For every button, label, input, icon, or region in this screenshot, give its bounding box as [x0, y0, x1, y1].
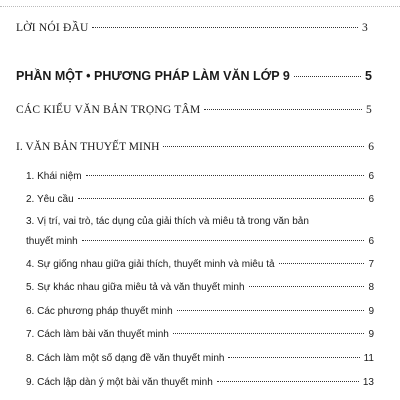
dot-leader	[82, 240, 365, 241]
toc-entry-section-one[interactable]	[16, 141, 374, 153]
toc-item-7[interactable]	[26, 329, 374, 340]
toc-item-4[interactable]	[26, 259, 374, 270]
toc-entry-page: 3	[362, 22, 368, 34]
top-divider	[0, 0, 400, 7]
dot-leader	[217, 381, 359, 382]
toc-item-8[interactable]	[26, 353, 374, 364]
toc-item-9[interactable]	[26, 377, 374, 388]
toc-item-title: 1. Khái niệm	[26, 171, 82, 182]
toc-item-title: 2. Yêu cầu	[26, 194, 74, 205]
toc-entry-page: 6	[368, 141, 374, 153]
toc-item-title: 8. Cách làm một số dạng đề văn thuyết minh	[26, 353, 225, 364]
toc-item-page: 13	[362, 377, 374, 388]
toc-item-1[interactable]	[26, 171, 374, 182]
dot-leader	[92, 27, 358, 28]
toc-item-title: 3. Vị trí, vai trò, tác dụng của giải thích và miêu tả trong văn bản	[26, 216, 309, 227]
toc-item-title: 7. Cách làm bài văn thuyết minh	[26, 329, 169, 340]
dot-leader	[78, 198, 365, 199]
toc-item-3-line-1[interactable]	[26, 216, 374, 227]
toc-item-6[interactable]	[26, 306, 374, 317]
toc-item-title: 5. Sự khác nhau giữa miêu tả và văn thuyết minh	[26, 282, 245, 293]
toc-entry-part-one[interactable]	[16, 69, 372, 83]
toc-item-page: 7	[368, 259, 374, 270]
toc-item-page: 11	[363, 353, 374, 364]
toc-item-page: 8	[368, 282, 374, 293]
dot-leader	[294, 76, 361, 77]
toc-entry-title: PHẦN MỘT • PHƯƠNG PHÁP LÀM VĂN LỚP 9	[16, 69, 290, 83]
toc-entry-title: I. VĂN BẢN THUYẾT MINH	[16, 141, 160, 153]
toc-item-title: 6. Các phương pháp thuyết minh	[26, 306, 173, 317]
toc-item-5[interactable]	[26, 282, 374, 293]
toc-item-page: 6	[368, 236, 374, 247]
dot-leader	[204, 109, 362, 110]
toc-item-3-line-2[interactable]	[26, 236, 374, 247]
toc-entry-preface[interactable]	[16, 22, 368, 34]
toc-item-title: 4. Sự giống nhau giữa giải thích, thuyết minh và miêu tả	[26, 259, 275, 270]
toc-entry-title: CÁC KIỂU VĂN BẢN TRỌNG TÂM	[16, 104, 201, 116]
toc-item-page: 6	[368, 194, 374, 205]
toc-entry-page: 5	[366, 104, 372, 116]
dot-leader	[228, 357, 359, 358]
dot-leader	[86, 175, 365, 176]
toc-item-page: 6	[368, 171, 374, 182]
toc-entry-title: LỜI NÓI ĐẦU	[16, 22, 89, 34]
toc-entry-page: 5	[365, 69, 372, 83]
toc-item-title: 9. Cách lập dàn ý một bài văn thuyết minh	[26, 377, 213, 388]
toc-item-title-continued: thuyết minh	[26, 236, 78, 247]
dot-leader	[249, 286, 365, 287]
toc-item-page: 9	[368, 306, 374, 317]
toc-item-2[interactable]	[26, 194, 374, 205]
toc-item-page: 9	[368, 329, 374, 340]
dot-leader	[173, 333, 365, 334]
dot-leader	[177, 310, 365, 311]
dot-leader	[279, 263, 365, 264]
toc-entry-text-types[interactable]	[16, 104, 372, 116]
dot-leader	[163, 146, 364, 147]
